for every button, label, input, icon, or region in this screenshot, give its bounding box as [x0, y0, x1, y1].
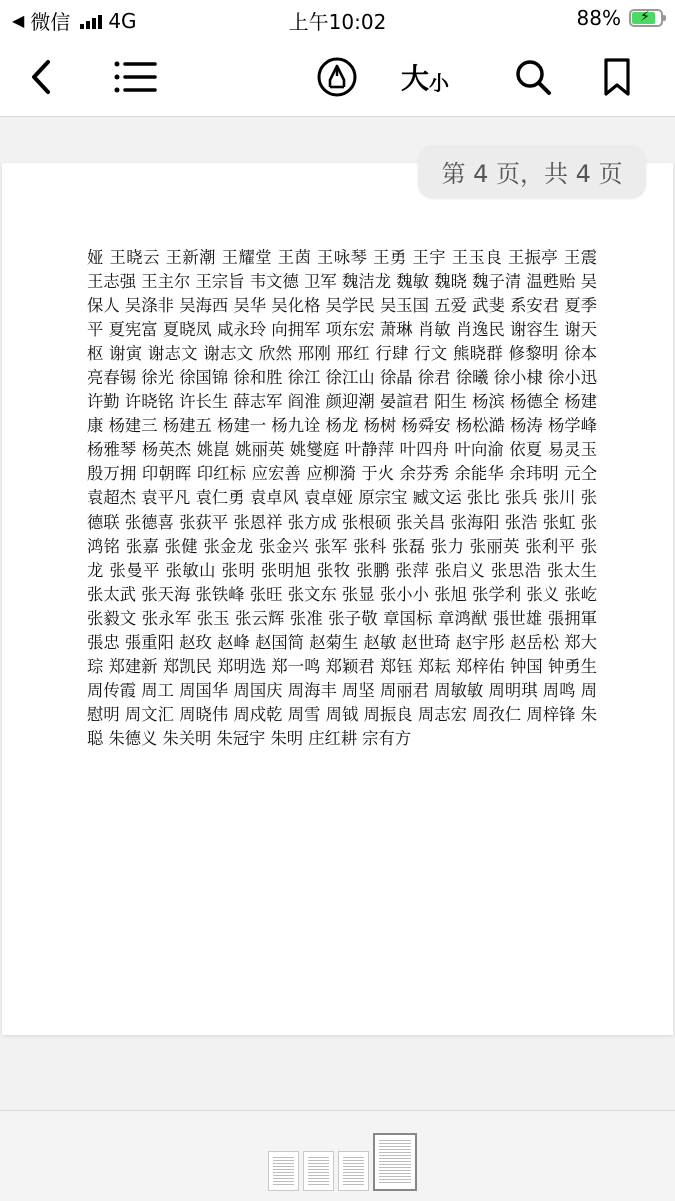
clock: 上午10:02 [288, 10, 387, 34]
back-to-app-icon[interactable]: ◀ [12, 11, 25, 30]
list-icon [113, 59, 157, 95]
bookmark-icon [602, 57, 632, 97]
battery-icon [629, 9, 663, 27]
annotate-button[interactable] [310, 50, 364, 104]
network-type: 4G [108, 8, 137, 33]
page-thumbnail-bar [0, 1110, 675, 1201]
status-right [577, 6, 663, 30]
document-page[interactable] [2, 163, 673, 1035]
page-thumbnail-1[interactable] [268, 1151, 299, 1191]
font-size-big-label: 大 [400, 62, 429, 95]
bookmark-button[interactable] [590, 50, 644, 104]
page-thumbnail-2[interactable] [303, 1151, 334, 1191]
table-of-contents-button[interactable] [108, 50, 162, 104]
thumbnail-strip [268, 1133, 417, 1191]
search-icon [513, 57, 553, 97]
pen-circle-icon [316, 56, 358, 98]
search-button[interactable] [506, 50, 560, 104]
reader-toolbar [0, 38, 675, 117]
carrier-label: 微信 [30, 10, 71, 34]
chevron-left-icon [26, 57, 56, 97]
battery-percent: 88% [576, 6, 621, 30]
page-indicator-badge: 第 4 页，共 4 页 [418, 145, 646, 198]
font-size-small-label: 小 [429, 70, 449, 95]
font-size-button[interactable] [392, 50, 458, 104]
back-button[interactable] [14, 50, 68, 104]
charging-bolt-icon: ⚡ [640, 9, 650, 25]
page-body-text: 娅 王晓云 王新潮 王耀堂 王茵 王咏琴 王勇 王宇 王玉良 王振亭 王震 王志强 王主尔 王宗旨 韦文德 卫军 魏洁龙 魏敏 魏晓 魏子清 温甦贻 吴保人 吴涤非 吴海西 吴华 吴化格 吴学民 吴玉国 五爱 武斐 系安君 夏季平 夏宪富 夏晓凤 咸永玲 向拥军 项东宏 萧琳 肖敏 肖逸民 谢容生 谢天枢 谢寅 谢志文 谢志文 欣然 邢刚 邢红 行肆 行文 熊晓群 修黎明 徐本亮春锡 徐光 徐国锦 徐和胜 徐江 徐江山 徐晶 徐君 徐曦 徐小棣 徐小迅 许勤 许晓铭 许长生 薛志军 阎淮 颜迎潮 晏諠君 阳生 杨滨 杨德全 杨建康 杨建三 杨建五 杨建一 杨九诠 杨龙 杨树 杨舜安 杨松澔 杨涛 杨学峰 杨雅琴 杨英杰 姚崑 姚丽英 姚燮庭 叶静萍 叶四舟 叶向渝 依夏 易灵玉 殷万拥 印朝晖 印红标 应宏善 应柳漪 于火 余芬秀 余能华 余玮明 元仝 袁超杰 袁平凡 袁仁勇 袁卓风 袁卓娅 原宗宝 臧文运 张比 张兵 张川 张德联 张德喜 张荻平 张恩祥 张方成 张根硕 张关昌 张海阳 张浩 张虹 张鸿铭 张嘉 张健 张金龙 张金兴 张军 张科 张磊 张力 张丽英 张利平 张龙 张曼平 张敏山 张明 张明旭 张牧 张鹏 张萍 张启义 张思浩 张太生 张太武 张天海 张铁峰 张旺 张文东 张显 张小小 张旭 张学利 张义 张屹 张毅文 张永军 张玉 张云辉 张准 张子敬 章国标 章鸿猷 張世雄 張拥軍 張忠 張重阳 赵玫 赵峰 赵国简 赵菊生 赵敏 赵世琦 赵宇彤 赵岳松 郑大琮 郑建新 郑凯民 郑明选 郑一鸣 郑颖君 郑钰 郑耘 郑梓佑 钟国 钟勇生 周传霞 周工 周国华 周国庆 周海丰 周坚 周丽君 周敏敏 周明琪 周鸣 周慰明 周文汇 周晓伟 周戍乾 周雪 周钺 周振良 周志宏 周孜仁 周梓锋 朱聪 朱德义 朱关明 朱冠宇 朱明 庄红耕 宗有方 [87, 248, 597, 748]
page-thumbnail-4[interactable] [373, 1133, 417, 1191]
status-bar [0, 0, 675, 38]
page-thumbnail-3[interactable] [338, 1151, 369, 1191]
